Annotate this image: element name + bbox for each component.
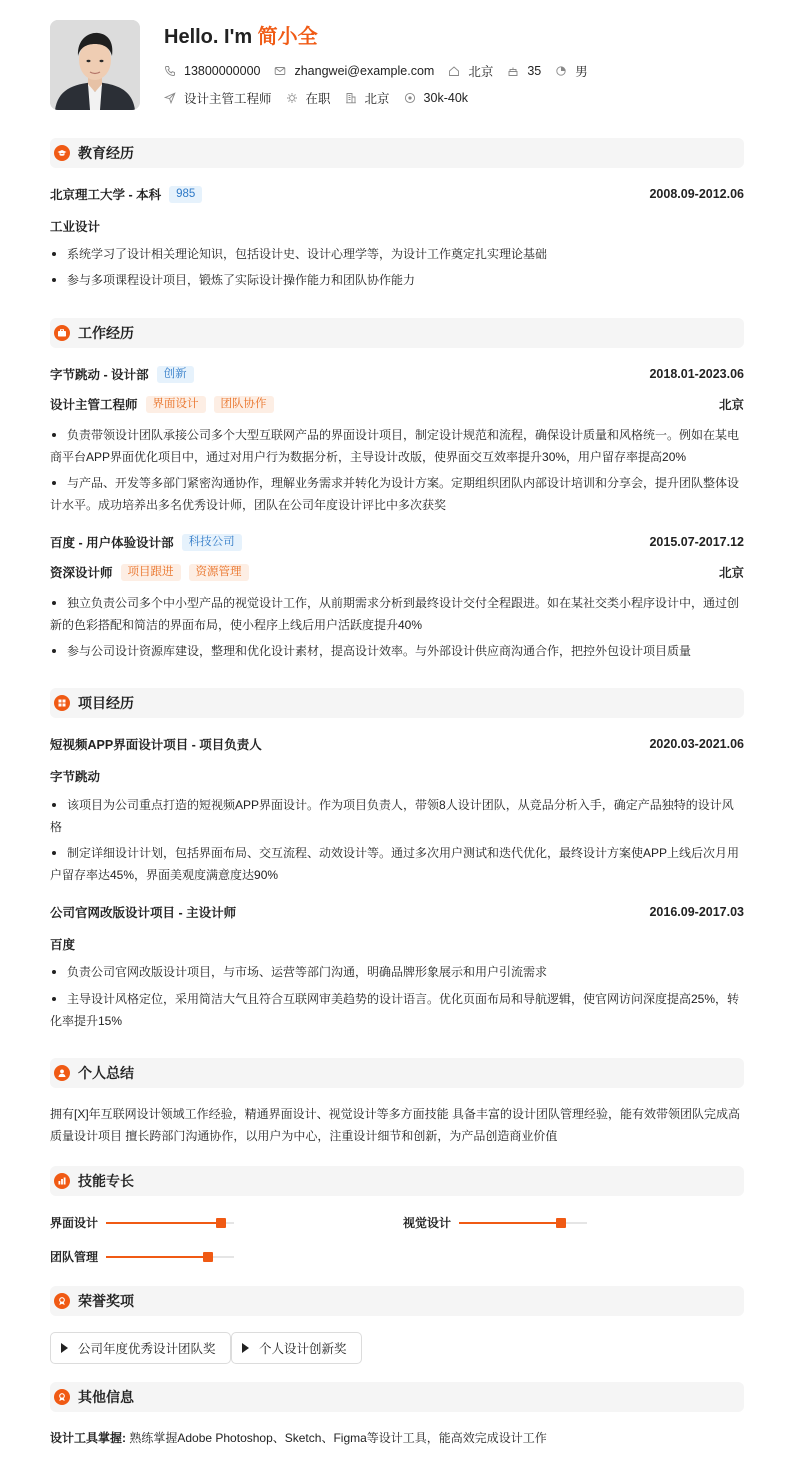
contact-info-row [164, 62, 602, 80]
list-item: 制定详细设计计划，包括界面布局、交互流程、动效设计等。通过多次用户测试和迭代优化，最终设计方案使APP上线后次月用 户留存率达45%，界面美观度满意度达90% [50, 846, 740, 882]
skill-tag: 资源管理 [189, 564, 249, 581]
skill-item [403, 1214, 587, 1231]
position-item [164, 89, 272, 107]
graduation-cap-icon [54, 145, 70, 161]
age-icon [507, 65, 519, 77]
candidate-name: 简小全 [257, 26, 318, 48]
salary-icon [404, 92, 416, 104]
work-location: 北京 [718, 398, 744, 412]
skill-tag: 界面设计 [146, 396, 206, 413]
page-title [164, 20, 318, 49]
job-info-row [164, 89, 482, 107]
skill-bar [459, 1222, 587, 1224]
send-icon [164, 92, 176, 104]
skill-label: 界面设计 [50, 1216, 99, 1230]
portrait-icon [50, 20, 140, 110]
project-name: 公司官网改版设计项目 - 主设计师 [50, 906, 237, 920]
email-text: zhangwei@example.com [294, 64, 435, 78]
company-tag: 科技公司 [182, 534, 242, 551]
section-work [50, 318, 744, 348]
age-text: 35 [527, 64, 542, 78]
list-item: 参与多项课程设计项目，锻炼了实际设计操作能力和团队协作能力 [50, 269, 744, 291]
project-2-header [50, 902, 744, 922]
gender-text: 男 [575, 65, 588, 79]
list-item: 独立负责公司多个中小型产品的视觉设计工作，从前期需求分析到最终设计交付全程跟进。如在某社交类小程序设计中，通过创 新的色彩搭配和简洁的界面布局，使小程序上线后用户活跃度提升40% [50, 596, 740, 632]
work-1-header [50, 364, 744, 384]
section-skills [50, 1166, 744, 1196]
gender-icon [555, 65, 567, 77]
skill-tag: 团队协作 [214, 396, 274, 413]
work-period: 2015.07-2017.12 [649, 535, 744, 549]
briefcase-icon [54, 325, 70, 341]
list-item: 与产品、开发等多部门紧密沟通协作，理解业务需求并转化为设计方案。定期组织团队内部设计培训和分享会，提升团队整体设 计水平。成功培养出多名优秀设计师，团队在公司年度设计评比中多次获奖 [50, 476, 740, 512]
section-title: 教育经历 [78, 145, 134, 161]
section-title: 其他信息 [78, 1389, 134, 1405]
job-title: 设计主管工程师 [50, 398, 138, 412]
project-company: 百度 [50, 938, 76, 952]
project-period: 2020.03-2021.06 [649, 737, 744, 751]
school-name: 北京理工大学 - 本科 [50, 188, 162, 202]
section-title: 技能专长 [78, 1173, 134, 1189]
project-company: 字节跳动 [50, 770, 101, 784]
project-name: 短视频APP界面设计项目 - 项目负责人 [50, 738, 262, 752]
list-item: 该项目为公司重点打造的短视频APP界面设计。作为项目负责人，带领8人设计团队，从竞品分析入手，确定产品独特的设计风 格 [50, 798, 734, 834]
section-summary [50, 1058, 744, 1088]
list-item: 负责带领设计团队承接公司多个大型互联网产品的界面设计项目，制定设计规范和流程，确保设计质量和风格统一。例如在某电 商平台APP界面优化项目中，通过对用户行为数据分析，主导设计改版，使界面交互效率提升30%，用户留存率提高20% [50, 428, 740, 464]
company-name: 百度 - 用户体验设计部 [50, 536, 174, 550]
mail-icon [274, 65, 286, 77]
work-period: 2018.01-2023.06 [649, 367, 744, 381]
salary-item [404, 91, 468, 105]
project-1-header [50, 734, 744, 754]
education-major: 工业设计 [50, 220, 101, 234]
work-2-header [50, 532, 744, 552]
gender-item [555, 62, 588, 80]
section-title: 工作经历 [78, 325, 134, 341]
avatar [50, 20, 140, 110]
status-item [286, 89, 331, 107]
position-text: 设计主管工程师 [184, 92, 272, 106]
home-icon [448, 65, 460, 77]
work-1-role [50, 394, 744, 414]
section-other [50, 1382, 744, 1412]
other-info [50, 1427, 744, 1449]
skill-item [50, 1214, 234, 1231]
section-education [50, 138, 744, 168]
play-icon [61, 1343, 68, 1353]
list-item: 参与公司设计资源库建设，整理和优化设计素材，提高设计效率。与外部设计供应商沟通合作，把控外包设计项目质量 [50, 640, 744, 662]
other-text: 熟练掌握Adobe Photoshop、Sketch、Figma等设计工具，能高效完成设计工作 [129, 1431, 547, 1445]
list-item: 系统学习了设计相关理论知识，包括设计史、设计心理学等，为设计工作奠定扎实理论基础 [50, 243, 744, 265]
workplace-text: 北京 [364, 92, 390, 106]
workplace-item [345, 89, 390, 107]
skill-bar [106, 1222, 234, 1224]
info-icon [54, 1389, 70, 1405]
job-title: 资深设计师 [50, 566, 113, 580]
phone-text: 13800000000 [184, 64, 261, 78]
project-period: 2016.09-2017.03 [649, 905, 744, 919]
education-header [50, 184, 744, 204]
award-icon [54, 1293, 70, 1309]
other-label: 设计工具掌握: [50, 1431, 126, 1445]
status-icon [286, 92, 298, 104]
city-item [448, 62, 493, 80]
skill-label: 视觉设计 [403, 1216, 452, 1230]
award-chip [231, 1332, 362, 1364]
status-text: 在职 [305, 92, 331, 106]
list-item: 负责公司官网改版设计项目，与市场、运营等部门沟通，明确品牌形象展示和用户引流需求 [50, 961, 744, 983]
company-tag: 创新 [157, 366, 194, 383]
building-icon [345, 92, 357, 104]
school-tag: 985 [169, 186, 202, 203]
award-label: 公司年度优秀设计团队奖 [78, 1342, 216, 1356]
skill-tag: 项目跟进 [121, 564, 181, 581]
user-icon [54, 1065, 70, 1081]
bar-chart-icon [54, 1173, 70, 1189]
section-title: 个人总结 [78, 1065, 134, 1081]
city-text: 北京 [468, 65, 494, 79]
work-2-role [50, 562, 744, 582]
skill-label: 团队管理 [50, 1250, 99, 1264]
section-awards [50, 1286, 744, 1316]
age-item [507, 64, 541, 78]
email-item [274, 64, 434, 78]
phone-item [164, 64, 260, 78]
section-projects [50, 688, 744, 718]
skill-bar [106, 1256, 234, 1258]
phone-icon [164, 65, 176, 77]
company-name: 字节跳动 - 设计部 [50, 368, 149, 382]
award-label: 个人设计创新奖 [259, 1342, 347, 1356]
play-icon [242, 1343, 249, 1353]
grid-icon [54, 695, 70, 711]
skill-item [50, 1248, 234, 1265]
section-title: 项目经历 [78, 695, 134, 711]
section-title: 荣誉奖项 [78, 1293, 134, 1309]
work-location: 北京 [718, 566, 744, 580]
list-item: 主导设计风格定位，采用简洁大气且符合互联网审美趋势的设计语言。优化页面布局和导航逻辑，使官网访问深度提高25%，转 化率提升15% [50, 992, 740, 1028]
education-period: 2008.09-2012.06 [649, 187, 744, 201]
greeting-text: Hello. I'm [164, 26, 258, 48]
summary-text: 拥有[X]年互联网设计领域工作经验，精通界面设计、视觉设计等多方面技能 具备丰富的设计团队管理经验，能有效带领团队完成高 质量设计项目 擅长跨部门沟通协作，以用户为中心，注重设计细节和创新，为产品创造商业价值 [50, 1107, 741, 1143]
award-chip [50, 1332, 231, 1364]
salary-text: 30k-40k [423, 91, 469, 105]
